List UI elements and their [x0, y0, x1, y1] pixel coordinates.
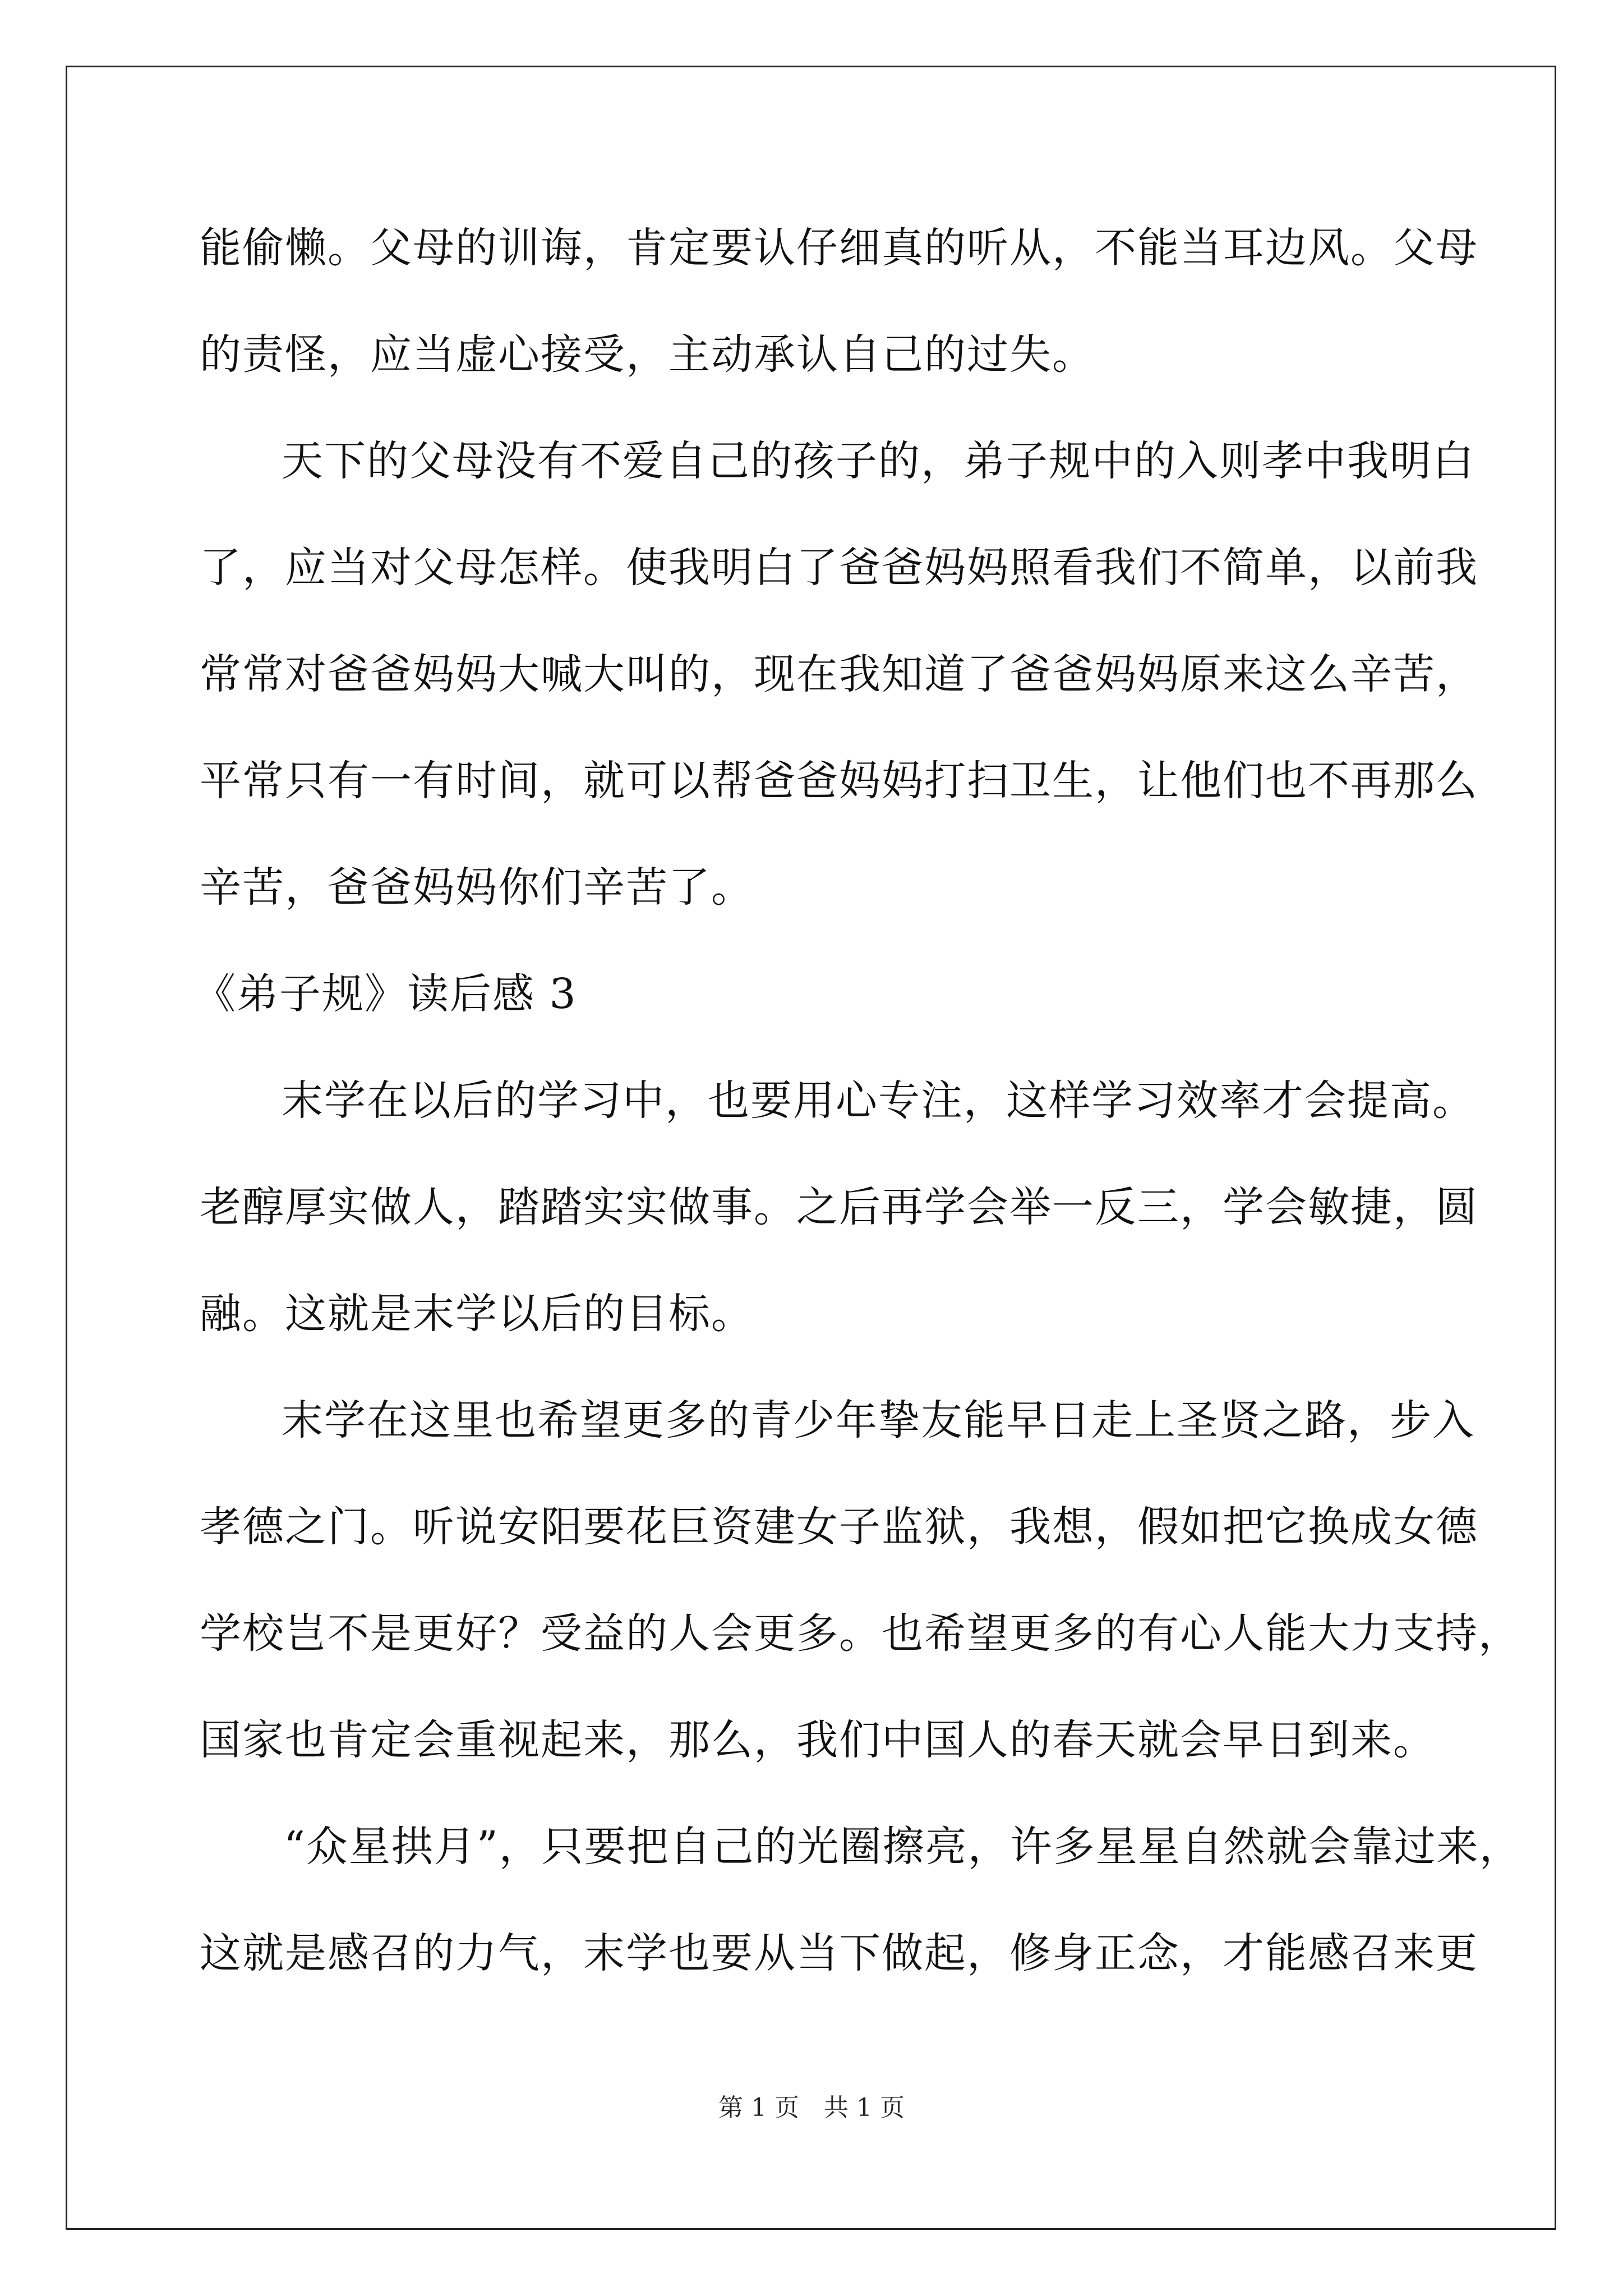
text-line: 了，应当对父母怎样。使我明白了爸爸妈妈照看我们不简单，以前我	[200, 544, 1478, 592]
paragraph-start-line: 末学在以后的学习中，也要用心专注，这样学习效率才会提高。	[282, 1076, 1475, 1125]
section-heading: 《弟子规》读后感 3	[194, 970, 577, 1018]
text-line: 的责怪，应当虚心接受，主动承认自己的过失。	[200, 330, 1095, 379]
text-line: 能偷懒。父母的训诲，肯定要认仔细真的听从，不能当耳边风。父母	[200, 224, 1478, 272]
text-line: 辛苦，爸爸妈妈你们辛苦了。	[200, 863, 754, 912]
paragraph-start-line: 末学在这里也希望更多的青少年挚友能早日走上圣贤之路，步入	[282, 1396, 1475, 1444]
text-line: 老醇厚实做人，踏踏实实做事。之后再学会举一反三，学会敏捷，圆	[200, 1183, 1478, 1231]
text-line: 国家也肯定会重视起来，那么，我们中国人的春天就会早日到来。	[200, 1716, 1436, 1764]
text-line: 平常只有一有时间，就可以帮爸爸妈妈打扫卫生，让他们也不再那么	[200, 757, 1478, 805]
page-footer: 第 1 页 共 1 页	[718, 2093, 905, 2122]
page-border	[66, 66, 1556, 2230]
text-line: 融。这就是末学以后的目标。	[200, 1290, 754, 1338]
text-line: 常常对爸爸妈妈大喊大叫的，现在我知道了爸爸妈妈原来这么辛苦，	[200, 650, 1478, 698]
text-line: 学校岂不是更好？受益的人会更多。也希望更多的有心人能大力支持，	[200, 1609, 1521, 1658]
paragraph-start-line: 天下的父母没有不爱自己的孩子的，弟子规中的入则孝中我明白	[282, 437, 1475, 485]
text-line: 孝德之门。听说安阳要花巨资建女子监狱，我想，假如把它换成女德	[200, 1503, 1478, 1551]
paragraph-start-line: “众星拱月”，只要把自己的光圈擦亮，许多星星自然就会靠过来，	[284, 1823, 1522, 1871]
text-line: 这就是感召的力气，末学也要从当下做起，修身正念，才能感召来更	[200, 1929, 1478, 1977]
